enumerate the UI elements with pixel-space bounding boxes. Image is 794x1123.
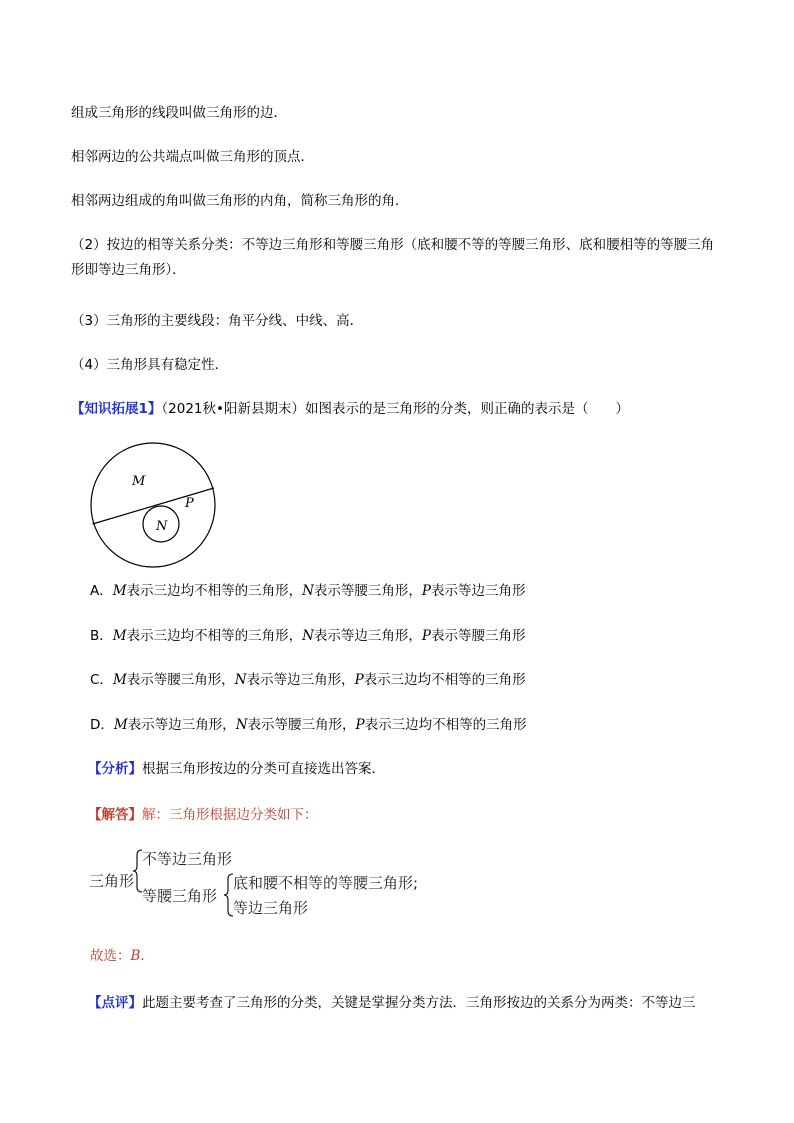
option-c: C．M表示等腰三角形，N表示等边三角形，P表示三边均不相等的三角形 [90,672,526,688]
option-b: B．M表示三边均不相等的三角形，N表示等边三角形，P表示等腰三角形 [90,628,526,644]
question-source: （2021秋•阳新县期末）如图表示的是三角形的分类，则正确的表示是（ ） [161,401,629,417]
definition-side: 组成三角形的线段叫做三角形的边． [71,105,287,121]
choice-line: 故选：B． [90,948,154,964]
option-a: A．M表示三边均不相等的三角形，N表示等腰三角形，P表示等边三角形 [90,583,526,599]
analysis-tag: 【分析】 [88,761,142,777]
label-p: P [185,496,194,511]
comment-tag: 【点评】 [88,995,142,1011]
definition-vertex: 相邻两边的公共端点叫做三角形的顶点． [71,149,314,165]
tree-root: 三角形 [89,872,135,890]
comment-line: 【点评】此题主要考查了三角形的分类，关键是掌握分类方法．三角形按边的关系分为两类：不等边三 [88,995,696,1011]
point-3: （3）三角形的主要线段：角平分线、中线、高． [71,313,364,329]
divider-line [93,488,215,524]
label-n: N [156,519,168,534]
tree-branch-isosceles: 等腰三角形 [142,887,218,905]
definition-angle: 相邻两边组成的角叫做三角形的内角，简称三角形的角． [71,193,409,209]
analysis-line: 【分析】根据三角形按边的分类可直接选出答案． [88,761,385,777]
tree-branch-scalene: 不等边三角形 [142,850,233,868]
classification-figure [88,440,224,576]
answer-tag: 【解答】 [88,807,142,823]
answer-line: 【解答】解：三角形根据边分类如下： [88,807,318,823]
point-2: （2）按边的相等关系分类：不等边三角形和等腰三角形（底和腰不等的等腰三角形、底和腰相等的等腰三角形即等边三角形）． [71,237,715,278]
label-m: M [132,474,146,489]
option-d: D．M表示等边三角形，N表示等腰三角形，P表示三边均不相等的三角形 [90,717,527,733]
outer-circle [91,443,215,567]
question-tag: 【知识拓展1】 [71,401,162,417]
point-4: （4）三角形具有稳定性． [71,357,229,373]
tree-leaf-equilateral: 等边三角形 [233,899,309,917]
tree-leaf-base-leg-unequal: 底和腰不相等的等腰三角形; [233,874,419,892]
question-stem [71,399,629,419]
